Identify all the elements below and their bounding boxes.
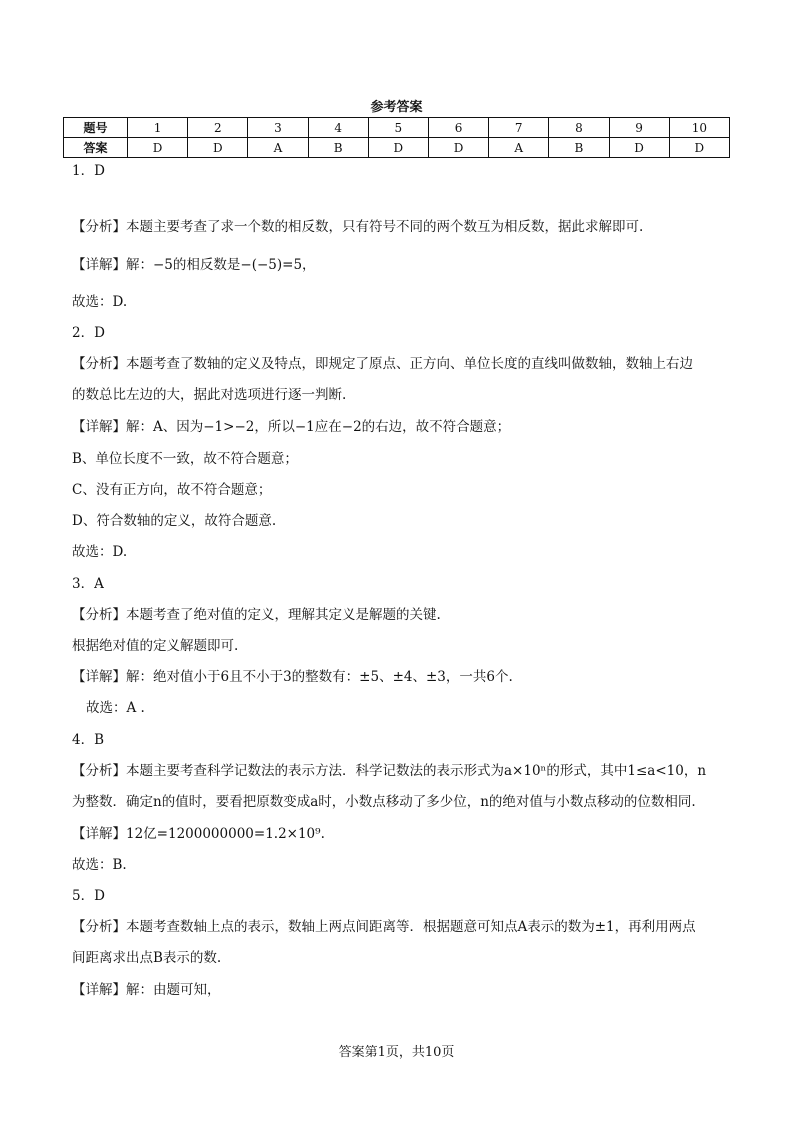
question-heading: 3．A — [72, 576, 104, 592]
solution-text: 【详解】解：由题可知， — [72, 982, 221, 998]
question-number: 5 — [368, 118, 428, 138]
analysis-text: 【分析】本题主要考查科学记数法的表示方法．科学记数法的表示形式为a×10ⁿ的形式，其中1≤a<10，n — [72, 763, 707, 779]
answer-cell: D — [669, 138, 729, 158]
answer-cell: B — [308, 138, 368, 158]
answer-cell: D — [188, 138, 248, 158]
answer-choice-text: 故选：A . — [86, 700, 145, 716]
answer-choice-text: 故选：D. — [72, 544, 128, 560]
answer-cell: D — [128, 138, 188, 158]
question-number: 6 — [428, 118, 488, 138]
answer-choice-text: 故选：B. — [72, 857, 127, 873]
analysis-text: 【分析】本题主要考查了求一个数的相反数，只有符号不同的两个数互为相反数，据此求解即可. — [72, 219, 644, 235]
answer-cell: A — [248, 138, 308, 158]
solution-text: 【详解】解：绝对值小于6且不小于3的整数有：±5、±4、±3，一共6个. — [72, 669, 513, 685]
question-number: 3 — [248, 118, 308, 138]
answer-cell: D — [368, 138, 428, 158]
question-number: 9 — [609, 118, 669, 138]
solution-text: C、没有正方向，故不符合题意； — [72, 482, 272, 498]
question-heading: 4．B — [72, 732, 105, 748]
answer-table — [63, 117, 730, 158]
solution-text: 【详解】解：A、因为−1>−2，所以−1应在−2的右边，故不符合题意； — [72, 419, 511, 435]
analysis-text: 的数总比左边的大，据此对选项进行逐一判断. — [72, 387, 347, 403]
analysis-text: 根据绝对值的定义解题即可. — [72, 638, 239, 654]
table-row — [64, 118, 730, 138]
page-footer: 答案第1页，共10页 — [338, 1045, 455, 1060]
analysis-text: 间距离求出点B表示的数. — [72, 950, 222, 966]
analysis-text: 【分析】本题考查了数轴的定义及特点，即规定了原点、正方向、单位长度的直线叫做数轴，数轴上右边 — [72, 356, 693, 372]
solution-text: 【详解】12亿=1200000000=1.2×10⁹. — [72, 826, 325, 842]
analysis-text: 为整数．确定n的值时，要看把原数变成a时，小数点移动了多少位，n的绝对值与小数点移动的位数相同. — [72, 794, 696, 810]
answer-cell: D — [428, 138, 488, 158]
answer-cell: B — [549, 138, 609, 158]
question-number: 10 — [669, 118, 729, 138]
question-number: 1 — [128, 118, 188, 138]
page-title: 参考答案 — [370, 100, 423, 115]
analysis-text: 【分析】本题考查数轴上点的表示，数轴上两点间距离等．根据题意可知点A表示的数为±1，再利用两点 — [72, 919, 696, 935]
answer-cell: D — [609, 138, 669, 158]
question-number: 4 — [308, 118, 368, 138]
question-number: 8 — [549, 118, 609, 138]
question-number: 7 — [489, 118, 549, 138]
answer-choice-text: 故选：D. — [72, 294, 128, 310]
question-heading: 1．D — [72, 163, 105, 179]
question-number: 2 — [188, 118, 248, 138]
answer-cell: A — [489, 138, 549, 158]
solution-text: D、符合数轴的定义，故符合题意. — [72, 513, 277, 529]
question-heading: 5．D — [72, 888, 105, 904]
header-label: 题号 — [64, 118, 128, 138]
analysis-text: 【分析】本题考查了绝对值的定义，理解其定义是解题的关键. — [72, 607, 441, 623]
solution-text: 【详解】解：−5的相反数是−(−5)=5， — [72, 257, 316, 273]
answer-label: 答案 — [64, 138, 128, 158]
question-heading: 2．D — [72, 325, 105, 341]
solution-text: B、单位长度不一致，故不符合题意； — [72, 451, 298, 467]
table-row — [64, 138, 730, 158]
